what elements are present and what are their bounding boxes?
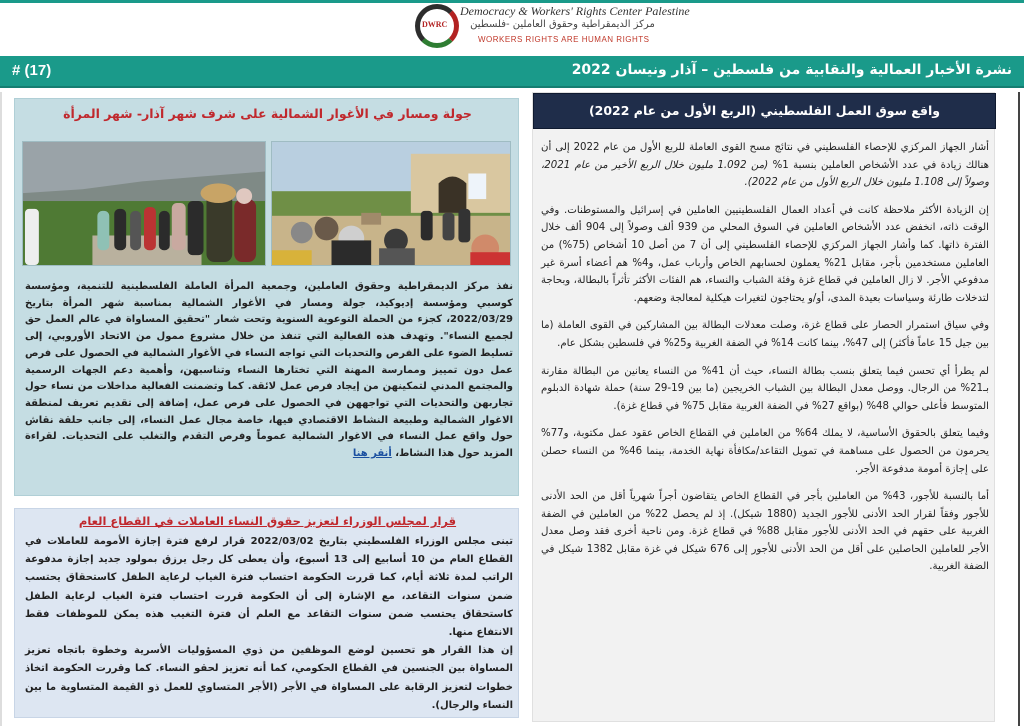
article-paragraph: وفي سياق استمرار الحصار على قطاع غزة، وصلت معدلات البطالة بين المشاركين في القوى العاملة (ما بين جيل 15 عاماً فأكثر) إلى 47%، بينما كانت 14% في الضفة الغربية و25% في فلسطين بشكل عام. xyxy=(541,320,989,349)
logo-abbreviation: DWRC xyxy=(422,20,448,29)
masthead xyxy=(0,0,1024,54)
organization-name-arabic: مركز الديمقراطية وحقوق العاملين -فلسطين xyxy=(470,19,655,30)
story-paragraph: تبنى مجلس الوزراء الفلسطيني بتاريخ 2022/03/02 قرار لرفع فترة إجازة الأمومة للعاملات في القطاع العام من 10 أسابيع إلى 13 أسبوع، وأن يعطى كل رجل يرزق بمولود جديد إجازة مدفوعة الراتب لمدة ثلاثة أيام، كما قررت الحكومة احتساب فترة الغياب لرعاية الطفل كاستحقاق يحتسب ضمن سنوات التقاعد، مع الإشارة إلى أن الحكومة قررت احتساب فترة الغياب لرعاية الطفل كاستحقاق يحتسب ضمن سنوات التقاعد مع العلم أن فترة التغيب هذه يمكن للموظفات فقط الانتفاع منها. xyxy=(25,536,513,639)
photo-illustration xyxy=(23,142,265,265)
masthead-top-rule xyxy=(0,0,1024,3)
jordan-valley-tour-story xyxy=(14,98,519,496)
seated-meeting-photo xyxy=(271,141,511,266)
article-paragraph xyxy=(541,139,989,192)
article-header xyxy=(533,93,996,129)
story-text: نفذ مركز الديمقراطية وحقوق العاملين، وجمعية المرأة العاملة الفلسطينية للتنمية، ومؤسسة كوسبي ومؤسسة إديوكيد، جولة ومسار في الأغوار الشمالية بمناسبة شهر المرأة بتاريخ 2022/03/29، كجزء من الحملة التوعوية السنوية وتحت شعار "تحقيق المساواة في عالم العمل حق لجميع النساء". وتهدف هذه الفعالية التي تنفذ من خلال مشروع ممول من الاتحاد الأوروبي، إلى تسليط الضوء على الفرص والتحديات التي تواجه النساء في الأغوار الشمالية في الحصول على فرص عمل دون تمييز وممارسة المهنة التي تختارها النساء وتناسبهن، وأهمية دعم الجهات الرسمية والمجتمع المدني لتمكينهن من إيجاد فرص عمل لائقة. كما وتضمنت الفعالية مداخلات من نساء حول تجاربهن والتحديات التي تواجههن في الحصول على فرص عمل، إضافة إلى تقديم تعريف لمنطقة الاغوار الشمالية وطبيعة النشاط الاقتصادي فيها، خاصة مجال عمل النساء، إلى جانب حلقة نقاش حول واقع عمل النساء في الاغوار الشمالية عموماً وفرص التقدم والتغلب على التحديات. لقراءة المزيد حول هذا النشاط، xyxy=(25,281,513,460)
story-body xyxy=(25,279,513,463)
article-title: واقع سوق العمل الفلسطيني (الربع الأول من عام 2022) xyxy=(588,103,941,118)
article-paragraph: لم يطرأ أي تحسن فيما يتعلق بنسب بطالة النساء، حيث أن 41% من النساء يعانين من البطالة مقارنة بـ21% من الرجال. ووصل معدل البطالة بين الشباب الخريجين (ما بين 19-29 سنة) حملة شهادة الدبلوم المتوسط فأعلى حوالي 48% (بواقع 27% في الضفة الغربية مقابل 75% في قطاع غزة). xyxy=(541,365,989,412)
left-page-edge xyxy=(0,92,2,726)
story-title: جولة ومسار في الأغوار الشمالية على شرف شهر آذار- شهر المرأة xyxy=(63,106,472,121)
story-paragraph: إن هذا القرار هو تحسين لوضع الموظفين من ذوي المسؤوليات الأسرية وخطوة باتجاه تعزيز المساواة بين الجنسين في القطاع الحكومي، كما أنه تعزيز لحقو النساء. كما وقررت الحكومة اتخاذ خطوات لتعزيز الرقابة على المساواة في الأجر (الأجر المتساوي للعمل ذو القيمة المتساوية ما بين النساء والرجال). xyxy=(25,645,513,711)
article-paragraph: وفيما يتعلق بالحقوق الأساسية، لا يملك 64% من العاملين في القطاع الخاص عقود عمل مكتوبة، و77% يحرمون من الحصول على مساهمة في تمويل التقاعد/مكافأة نهاية الخدمة، بينما 46% من النساء حصلن على إجازة أمومة مدفوعة الأجر. xyxy=(541,428,990,475)
labour-market-article xyxy=(532,92,995,722)
organization-name-english: Democracy & Workers' Rights Center Palestine xyxy=(460,4,690,18)
story-title: قرار لمجلس الوزراء لتعزيز حقوق النساء العاملات في القطاع العام xyxy=(78,514,457,528)
paragraph-text: أشار الجهاز المركزي للإحصاء الفلسطيني في نتائج مسح القوى العاملة للربع الأول من عام 2022 إلى أن هنالك زيادة في عدد الأشخاص العاملين بنسبة 1% xyxy=(541,142,989,171)
paragraph-italic-text: (من 1.092 مليون خلال الربع الأخير من عام 2021، وصولاً إلى 1.108 مليون خلال الربع الأول من عام 2022). xyxy=(541,159,989,189)
group-walk-photo xyxy=(22,141,266,266)
cabinet-decision-story xyxy=(14,508,519,718)
organization-slogan: WORKERS RIGHTS ARE HUMAN RIGHTS xyxy=(478,35,650,44)
dwrc-logo-icon xyxy=(415,4,463,52)
read-more-link[interactable]: أنقر هنا xyxy=(352,448,392,460)
article-paragraph: إن الزيادة الأكثر ملاحظة كانت في أعداد العمال الفلسطينيين العاملين في إسرائيل والمستوطنات. وفي الوقت ذاته، انخفض عدد الأشخاص العاملين في السوق المحلي من 939 ألف وصولاً إلى 904 ألف خلال الفترة ذاتها. كما وأشار الجهاز المركزي للإحصاء الفلسطيني إلى أن 7 من أصل 10 أشخاص (75%) من العاملين مستخدمين بأجر، مقابل 21% يعملون لحسابهم الخاص وأرباب عمل، و4% هم أعضاء أسرة غير مدفوعي الأجر. لا زال العاملين في قطاع غزة وفئة الشباب والنساء، هم الفئات الأكثر تأثراً بالبطالة، وبحاجة لتدخلات طارئة وسياسات بعيدة المدى، أو/و يحتاجون لتغيرات هيكلية لمعالجة وضعهم. xyxy=(541,204,989,304)
newsletter-title: نشرة الأخبار العمالية والنقابية من فلسطين – آذار ونيسان 2022 xyxy=(571,62,1012,78)
newsletter-title-band xyxy=(0,56,1024,88)
page-scrollbar-edge xyxy=(1018,92,1020,726)
photo-illustration xyxy=(272,142,510,265)
article-body xyxy=(541,139,989,586)
article-paragraph: أما بالنسبة للأجور، 43% من العاملين بأجر في القطاع الخاص يتقاضون أجراً شهرياً أقل من الحد الأدنى للأجور وفقاً لقرار الحد الأدنى للأجور الجديد (1880 شيكل). إذ لم يحصل 22% من العاملين في الضفة الغربية على حقهم في الحد الأدنى للأجور مقابل 88% في قطاع غزة. ومن ناحية أخرى فقد وصل معدل الأجر للعاملين الحاصلين على أقل من الحد الأدنى للأجور إلى 676 شيكل في غزة مقابل 1382 شيكل في الضفة الغربية. xyxy=(541,491,990,573)
story-body xyxy=(25,533,513,715)
issue-number: # (17) xyxy=(12,62,52,79)
